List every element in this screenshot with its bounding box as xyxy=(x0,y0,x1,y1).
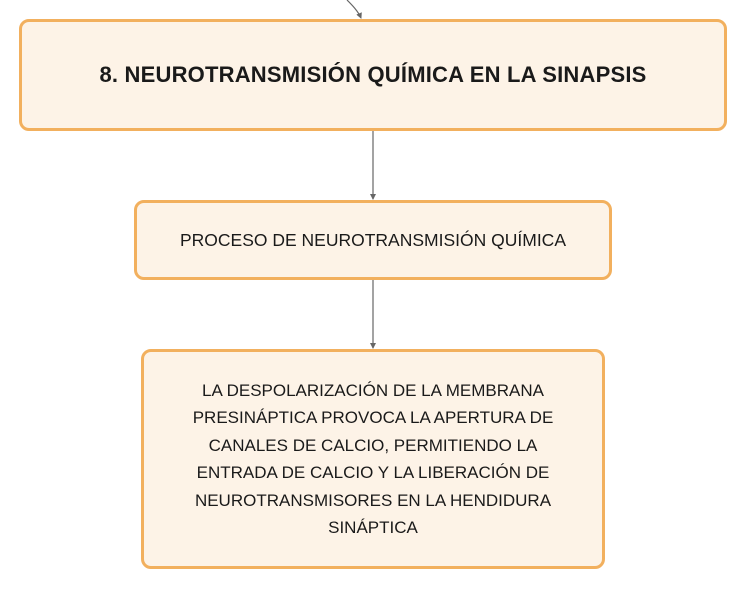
process-node[interactable] xyxy=(134,200,612,280)
connector-from-parent xyxy=(347,0,361,18)
detail-node-text: LA DESPOLARIZACIÓN DE LA MEMBRANA PRESINÁPTICA PROVOCA LA APERTURA DE CANALES DE CALCIO, PERMITIENDO LA ENTRADA DE CALCIO Y LA LIBERACIÓN DE NEUROTRANSMISORES EN LA HENDIDURA SINÁPTICA xyxy=(192,380,554,537)
process-node-text: PROCESO DE NEUROTRANSMISIÓN QUÍMICA xyxy=(179,229,566,250)
detail-node[interactable] xyxy=(141,349,605,569)
title-node[interactable] xyxy=(19,19,727,131)
title-node-text: 8. NEUROTRANSMISIÓN QUÍMICA EN LA SINAPSIS xyxy=(99,62,647,87)
